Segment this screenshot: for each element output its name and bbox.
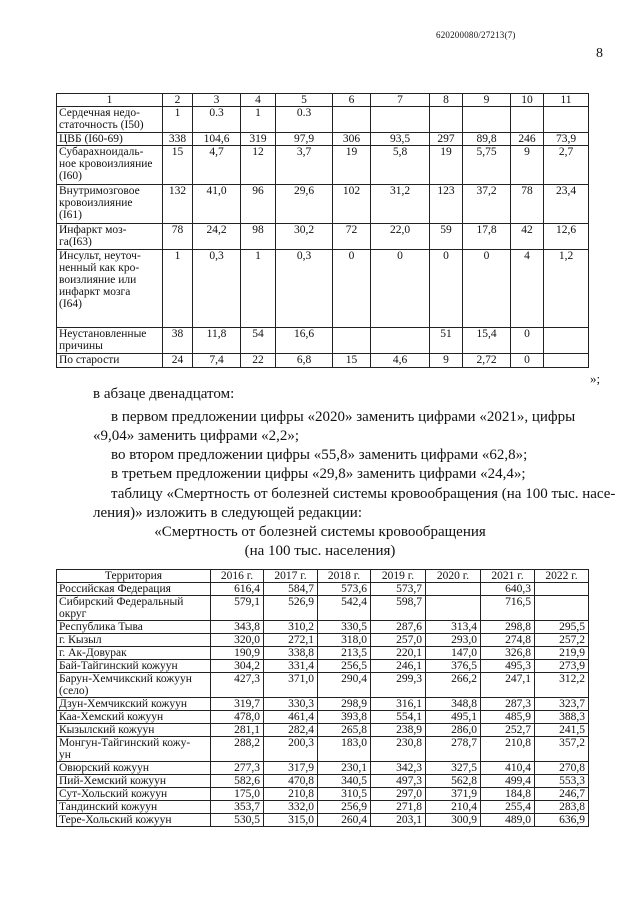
table-cell: 0 — [333, 250, 371, 328]
table-cell: 104,6 — [193, 133, 241, 146]
table-cell: 584,7 — [264, 583, 318, 596]
column-header: 6 — [333, 94, 371, 107]
table-cell: 616,4 — [211, 583, 264, 596]
table-cell: 332,0 — [264, 801, 318, 814]
table-cell: 316,1 — [371, 698, 426, 711]
table-cell: 340,5 — [318, 775, 371, 788]
table-cell: 640,3 — [481, 583, 535, 596]
table-cell: 410,4 — [481, 762, 535, 775]
table-cell: 353,7 — [211, 801, 264, 814]
table-cell: 260,4 — [318, 814, 371, 827]
table-cell: 497,3 — [371, 775, 426, 788]
table-cell — [535, 596, 589, 621]
column-header: 2022 г. — [535, 570, 589, 583]
table-cell — [463, 107, 511, 133]
table-cell: 78 — [511, 185, 544, 224]
table-cell: 277,3 — [211, 762, 264, 775]
page-number: 8 — [596, 46, 603, 61]
table-row — [57, 762, 589, 775]
row-label: Неустановленные причины — [57, 328, 163, 354]
table-cell: 183,0 — [318, 737, 371, 762]
table-cell: 51 — [430, 328, 463, 354]
table-cell: 246,1 — [371, 660, 426, 673]
table-cell: 327,5 — [426, 762, 481, 775]
table-cell — [333, 328, 371, 354]
column-header: 10 — [511, 94, 544, 107]
table-cell: 7,4 — [193, 354, 241, 368]
table-cell: 323,7 — [535, 698, 589, 711]
table-row — [57, 711, 589, 724]
table-cell: 573,7 — [371, 583, 426, 596]
table-cell: 470,8 — [264, 775, 318, 788]
document-number: 620200080/27213(7) — [436, 30, 516, 40]
table-cell: 265,8 — [318, 724, 371, 737]
table-cell: 22 — [241, 354, 276, 368]
table-cell: 0 — [511, 328, 544, 354]
table-cell: 331,4 — [264, 660, 318, 673]
table-cell: 24 — [163, 354, 193, 368]
table-cell: 241,5 — [535, 724, 589, 737]
table-cell: 200,3 — [264, 737, 318, 762]
table-cell: 97,9 — [276, 133, 333, 146]
table-cell: 376,5 — [426, 660, 481, 673]
table-cell: 246 — [511, 133, 544, 146]
column-header: 5 — [276, 94, 333, 107]
column-header: 2019 г. — [371, 570, 426, 583]
column-header: 7 — [371, 94, 430, 107]
row-label: Инфаркт моз- га(I63) — [57, 224, 163, 250]
column-header: 9 — [463, 94, 511, 107]
table-cell: 530,5 — [211, 814, 264, 827]
table-header-row — [57, 94, 589, 107]
table-cell: 252,7 — [481, 724, 535, 737]
table-cell: 554,1 — [371, 711, 426, 724]
table-cell: 299,3 — [371, 673, 426, 698]
table-cell: 247,1 — [481, 673, 535, 698]
table-cell: 274,8 — [481, 634, 535, 647]
table-cell: 230,8 — [371, 737, 426, 762]
table-cell: 286,0 — [426, 724, 481, 737]
table-cell: 315,0 — [264, 814, 318, 827]
table-cell: 19 — [333, 146, 371, 185]
table-cell: 89,8 — [463, 133, 511, 146]
column-header: 2017 г. — [264, 570, 318, 583]
column-header: 2021 г. — [481, 570, 535, 583]
table-row — [57, 250, 589, 328]
table-cell: 0.3 — [276, 107, 333, 133]
table-cell: 219,9 — [535, 647, 589, 660]
table-cell: 287,3 — [481, 698, 535, 711]
table-cell — [371, 328, 430, 354]
table-cell: 72 — [333, 224, 371, 250]
table-cell: 30,2 — [276, 224, 333, 250]
table-cell: 0 — [430, 250, 463, 328]
column-header: 2018 г. — [318, 570, 371, 583]
table-row — [57, 788, 589, 801]
table-cell: 495,3 — [481, 660, 535, 673]
table-cell: 5,8 — [371, 146, 430, 185]
table-cell: 147,0 — [426, 647, 481, 660]
table-cell: 313,4 — [426, 621, 481, 634]
mortality-by-territory-table — [56, 569, 589, 827]
table-cell: 93,5 — [371, 133, 430, 146]
table-row — [57, 185, 589, 224]
table-cell: 238,9 — [371, 724, 426, 737]
table-cell: 310,2 — [264, 621, 318, 634]
table-cell: 357,2 — [535, 737, 589, 762]
table-cell: 318,0 — [318, 634, 371, 647]
table-cell: 716,5 — [481, 596, 535, 621]
table-cell — [544, 328, 589, 354]
table-row — [57, 737, 589, 762]
table-cell: 210,8 — [264, 788, 318, 801]
table-cell: 293,0 — [426, 634, 481, 647]
table-cell: 4 — [511, 250, 544, 328]
column-header: 2016 г. — [211, 570, 264, 583]
table-cell: 526,9 — [264, 596, 318, 621]
table-cell: 562,8 — [426, 775, 481, 788]
table-row — [57, 814, 589, 827]
table-cell: 542,4 — [318, 596, 371, 621]
table-cell: 326,8 — [481, 647, 535, 660]
table-cell: 41,0 — [193, 185, 241, 224]
table-cell: 98 — [241, 224, 276, 250]
table-cell: 3,7 — [276, 146, 333, 185]
table-cell: 54 — [241, 328, 276, 354]
row-label: Инсульт, неуточ- ненный как кро- воизлияние или инфаркт мозга (I64) — [57, 250, 163, 328]
row-label: Внутримозговое кровоизлияние (I61) — [57, 185, 163, 224]
column-header: 2 — [163, 94, 193, 107]
row-label: Тере-Хольский кожуун — [57, 814, 211, 827]
table-cell: 15 — [163, 146, 193, 185]
table-cell: 203,1 — [371, 814, 426, 827]
table-cell: 320,0 — [211, 634, 264, 647]
table-cell: 15 — [333, 354, 371, 368]
row-label: Сут-Хольский кожуун — [57, 788, 211, 801]
table-cell: 132 — [163, 185, 193, 224]
table-cell — [544, 354, 589, 368]
table-cell: 393,8 — [318, 711, 371, 724]
table-cell — [426, 583, 481, 596]
table-cell: 343,8 — [211, 621, 264, 634]
paragraph-5-line-1: таблицу «Смертность от болезней системы кровообращения (на 100 тыс. насе- — [111, 486, 616, 502]
row-label: Овюрский кожуун — [57, 762, 211, 775]
table-cell: 319 — [241, 133, 276, 146]
column-header: 2020 г. — [426, 570, 481, 583]
table-cell: 210,8 — [481, 737, 535, 762]
table-cell: 246,7 — [535, 788, 589, 801]
table-cell: 257,0 — [371, 634, 426, 647]
row-label: Субарахноидаль- ное кровоизлияние (I60) — [57, 146, 163, 185]
table-cell: 287,6 — [371, 621, 426, 634]
table-cell: 9 — [511, 146, 544, 185]
table-cell: 553,3 — [535, 775, 589, 788]
table-row — [57, 146, 589, 185]
row-label: Кызылский кожуун — [57, 724, 211, 737]
table-row — [57, 596, 589, 621]
table-row — [57, 328, 589, 354]
table-cell: 489,0 — [481, 814, 535, 827]
mortality-causes-table — [56, 93, 589, 368]
table-cell: 282,4 — [264, 724, 318, 737]
table-cell — [333, 107, 371, 133]
row-label: г. Кызыл — [57, 634, 211, 647]
paragraph-2-line-2: «9,04» заменить цифрами «2,2»; — [93, 428, 300, 444]
column-header: 1 — [57, 94, 163, 107]
table-row — [57, 647, 589, 660]
table-row — [57, 107, 589, 133]
table-cell: 317,9 — [264, 762, 318, 775]
row-label: Республика Тыва — [57, 621, 211, 634]
table-cell: 0 — [371, 250, 430, 328]
table-cell: 270,8 — [535, 762, 589, 775]
paragraph-5-line-2: ления)» изложить в следующей редакции: — [93, 505, 362, 521]
column-header: 8 — [430, 94, 463, 107]
table-cell: 184,8 — [481, 788, 535, 801]
table-cell: 499,4 — [481, 775, 535, 788]
table-cell: 0 — [463, 250, 511, 328]
table-cell: 290,4 — [318, 673, 371, 698]
table-cell: 29,6 — [276, 185, 333, 224]
table-cell: 12 — [241, 146, 276, 185]
table-cell — [430, 107, 463, 133]
table-cell — [544, 107, 589, 133]
table-cell: 256,5 — [318, 660, 371, 673]
table-row — [57, 224, 589, 250]
table-cell: 281,1 — [211, 724, 264, 737]
table-row — [57, 634, 589, 647]
table-row — [57, 133, 589, 146]
table-cell: 16,6 — [276, 328, 333, 354]
row-label: Бай-Тайгинский кожуун — [57, 660, 211, 673]
table-cell: 319,7 — [211, 698, 264, 711]
table-cell: 295,5 — [535, 621, 589, 634]
table-row — [57, 354, 589, 368]
table-cell: 210,4 — [426, 801, 481, 814]
table-row — [57, 660, 589, 673]
table-cell: 2,72 — [463, 354, 511, 368]
table-cell: 338,8 — [264, 647, 318, 660]
table-cell: 0,3 — [193, 250, 241, 328]
table-cell: 388,3 — [535, 711, 589, 724]
table-cell: 288,2 — [211, 737, 264, 762]
table-cell: 306 — [333, 133, 371, 146]
table-cell: 12,6 — [544, 224, 589, 250]
table-cell — [426, 596, 481, 621]
table-cell: 1 — [241, 250, 276, 328]
column-header: Территория — [57, 570, 211, 583]
table-cell: 636,9 — [535, 814, 589, 827]
table-cell: 175,0 — [211, 788, 264, 801]
table-cell: 312,2 — [535, 673, 589, 698]
table-cell: 298,8 — [481, 621, 535, 634]
table-cell: 273,9 — [535, 660, 589, 673]
row-label: Монгун-Тайгинский кожу- ун — [57, 737, 211, 762]
column-header: 4 — [241, 94, 276, 107]
table-cell: 73,9 — [544, 133, 589, 146]
table-cell: 598,7 — [371, 596, 426, 621]
table-cell: 0,3 — [276, 250, 333, 328]
table-cell: 1 — [163, 250, 193, 328]
table-cell: 0 — [511, 354, 544, 368]
table-cell: 4,6 — [371, 354, 430, 368]
table-cell: 582,6 — [211, 775, 264, 788]
table-cell: 1,2 — [544, 250, 589, 328]
row-label: ЦВБ (I60-69) — [57, 133, 163, 146]
table-header-row — [57, 570, 589, 583]
table-cell: 257,2 — [535, 634, 589, 647]
row-label: Тандинский кожуун — [57, 801, 211, 814]
table-cell: 348,8 — [426, 698, 481, 711]
table-cell: 371,0 — [264, 673, 318, 698]
table-row — [57, 621, 589, 634]
table-cell: 5,75 — [463, 146, 511, 185]
table-cell: 1 — [241, 107, 276, 133]
table-cell: 485,9 — [481, 711, 535, 724]
paragraph-3: во втором предложении цифры «55,8» заменить цифрами «62,8»; — [111, 447, 528, 463]
table-cell: 478,0 — [211, 711, 264, 724]
table-cell — [511, 107, 544, 133]
table-cell: 96 — [241, 185, 276, 224]
table-cell: 271,8 — [371, 801, 426, 814]
table-cell: 9 — [430, 354, 463, 368]
table-cell: 255,4 — [481, 801, 535, 814]
table-cell: 213,5 — [318, 647, 371, 660]
table-cell: 495,1 — [426, 711, 481, 724]
row-label: По старости — [57, 354, 163, 368]
column-header: 3 — [193, 94, 241, 107]
table-cell: 338 — [163, 133, 193, 146]
paragraph-4: в третьем предложении цифры «29,8» заменить цифрами «24,4»; — [111, 466, 526, 482]
table-cell: 15,4 — [463, 328, 511, 354]
table-title-line-1: «Смертность от болезней системы кровообращения — [154, 524, 486, 540]
table-cell — [535, 583, 589, 596]
table-cell: 278,7 — [426, 737, 481, 762]
table-cell: 1 — [163, 107, 193, 133]
paragraph-1: в абзаце двенадцатом: — [93, 386, 235, 402]
table-cell: 573,6 — [318, 583, 371, 596]
table-cell: 272,1 — [264, 634, 318, 647]
row-label: Сибирский Федеральный округ — [57, 596, 211, 621]
table-cell: 256,9 — [318, 801, 371, 814]
table-cell: 17,8 — [463, 224, 511, 250]
table-cell: 31,2 — [371, 185, 430, 224]
row-label: Барун-Хемчикский кожуун (село) — [57, 673, 211, 698]
table-row — [57, 698, 589, 711]
table-cell: 297 — [430, 133, 463, 146]
table-cell: 6,8 — [276, 354, 333, 368]
table-cell: 4,7 — [193, 146, 241, 185]
table-cell: 24,2 — [193, 224, 241, 250]
table-cell: 579,1 — [211, 596, 264, 621]
table-cell: 330,5 — [318, 621, 371, 634]
table-row — [57, 801, 589, 814]
table-cell: 0.3 — [193, 107, 241, 133]
table-cell: 461,4 — [264, 711, 318, 724]
table-row — [57, 775, 589, 788]
table-cell: 2,7 — [544, 146, 589, 185]
table-cell: 283,8 — [535, 801, 589, 814]
table-cell: 38 — [163, 328, 193, 354]
table-row — [57, 724, 589, 737]
table-cell: 220,1 — [371, 647, 426, 660]
row-label: Пий-Хемский кожуун — [57, 775, 211, 788]
row-label: Дзун-Хемчикский кожуун — [57, 698, 211, 711]
table-cell: 342,3 — [371, 762, 426, 775]
table-cell — [371, 107, 430, 133]
table-cell: 42 — [511, 224, 544, 250]
row-label: г. Ак-Довурак — [57, 647, 211, 660]
table-cell: 310,5 — [318, 788, 371, 801]
table-cell: 19 — [430, 146, 463, 185]
table-cell: 22,0 — [371, 224, 430, 250]
column-header: 11 — [544, 94, 589, 107]
table-cell: 427,3 — [211, 673, 264, 698]
table-cell: 78 — [163, 224, 193, 250]
table-cell: 102 — [333, 185, 371, 224]
table-row — [57, 583, 589, 596]
row-label: Российская Федерация — [57, 583, 211, 596]
table-row — [57, 673, 589, 698]
table-cell: 190,9 — [211, 647, 264, 660]
table-cell: 11,8 — [193, 328, 241, 354]
table-cell: 297,0 — [371, 788, 426, 801]
table-title-line-2: (на 100 тыс. населения) — [244, 543, 396, 559]
table-cell: 230,1 — [318, 762, 371, 775]
paragraph-2-line-1: в первом предложении цифры «2020» заменить цифрами «2021», цифры — [111, 409, 576, 425]
table-cell: 123 — [430, 185, 463, 224]
table-cell: 23,4 — [544, 185, 589, 224]
table-cell: 266,2 — [426, 673, 481, 698]
table-cell: 371,9 — [426, 788, 481, 801]
table-cell: 59 — [430, 224, 463, 250]
table-cell: 304,2 — [211, 660, 264, 673]
table-closing-quote: »; — [590, 371, 601, 386]
table-cell: 300,9 — [426, 814, 481, 827]
row-label: Каа-Хемский кожуун — [57, 711, 211, 724]
table-cell: 298,9 — [318, 698, 371, 711]
table-cell: 37,2 — [463, 185, 511, 224]
row-label: Сердечная недо- статочность (I50) — [57, 107, 163, 133]
table-cell: 330,3 — [264, 698, 318, 711]
